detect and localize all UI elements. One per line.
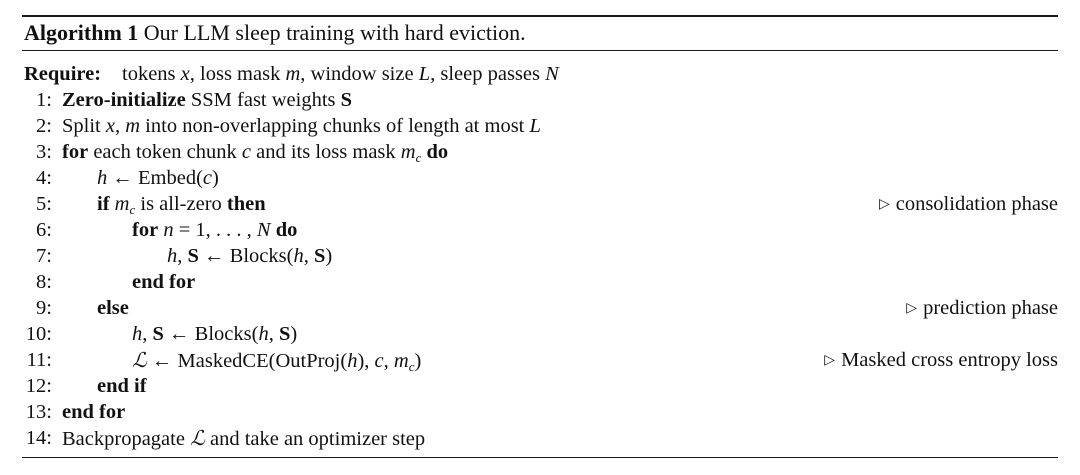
- bottom-rule: [22, 457, 1058, 458]
- line-number: 9:: [36, 297, 52, 319]
- line-number: 11:: [26, 349, 52, 371]
- line-number: 2:: [36, 115, 52, 137]
- require-text: tokens x, loss mask m, window size L, sleep passes N: [122, 63, 559, 85]
- line-code: h, S ← Blocks(h, S): [132, 323, 298, 345]
- comment-triangle-icon: ▷: [824, 353, 836, 368]
- algorithm-line: [0, 217, 1080, 243]
- algorithm-line: [0, 295, 1080, 321]
- line-code: Zero-initialize SSM fast weights S: [62, 89, 353, 111]
- line-code: Split x, m into non-overlapping chunks of length at most L: [62, 115, 541, 137]
- algorithm-line: [0, 373, 1080, 399]
- line-code: for n = 1, . . . , N do: [132, 219, 298, 241]
- algorithm-title: [24, 18, 526, 48]
- algorithm-line: [0, 87, 1080, 113]
- line-code: if $m_c$ is all-zero then: [97, 193, 266, 217]
- algorithm-line: [0, 113, 1080, 139]
- comment-text: consolidation phase: [895, 193, 1058, 215]
- line-code: for each token chunk c and its loss mask $m_c$ do: [62, 141, 449, 165]
- header-rule: [22, 50, 1058, 51]
- algorithm-line: [0, 165, 1080, 191]
- algorithm-line: [0, 139, 1080, 165]
- line-number: 4:: [36, 167, 52, 189]
- line-code: else: [97, 297, 129, 319]
- algorithm-caption: Our LLM sleep training with hard eviction.: [143, 20, 526, 45]
- algorithm-line: [0, 321, 1080, 347]
- line-code: end for: [62, 401, 126, 423]
- require-line: [0, 61, 1080, 87]
- algorithm-line: [0, 347, 1080, 373]
- comment-triangle-icon: ▷: [878, 197, 890, 212]
- line-code: end for: [132, 271, 196, 293]
- line-number: 12:: [25, 375, 52, 397]
- algorithm-line: [0, 399, 1080, 425]
- line-number: 6:: [36, 219, 52, 241]
- comment-text: prediction phase: [923, 297, 1058, 319]
- line-number: 8:: [36, 271, 52, 293]
- algorithm-line: [0, 269, 1080, 295]
- line-code: h, S ← Blocks(h, S): [167, 245, 333, 267]
- line-number: 7:: [36, 245, 52, 267]
- comment-text: Masked cross entropy loss: [841, 349, 1058, 371]
- algorithm-line: [0, 425, 1080, 451]
- comment-triangle-icon: ▷: [906, 301, 918, 316]
- line-code: ℒ ← MaskedCE(OutProj(h), c, $m_c$): [132, 348, 422, 374]
- line-comment: [879, 191, 1058, 218]
- algorithm-line: [0, 191, 1080, 217]
- top-rule: [22, 15, 1058, 17]
- line-number: 3:: [36, 141, 52, 163]
- algorithm-line: [0, 243, 1080, 269]
- line-comment: [906, 295, 1058, 322]
- line-code: h ← Embed(c): [97, 167, 219, 189]
- line-number: 10:: [25, 323, 52, 345]
- line-code: end if: [97, 375, 147, 397]
- line-number: 5:: [36, 193, 52, 215]
- line-comment: [824, 347, 1058, 374]
- require-keyword: Require:: [24, 63, 102, 85]
- line-number: 14:: [25, 427, 52, 449]
- line-code: Backpropagate ℒ and take an optimizer step: [62, 426, 426, 450]
- algorithm-label: Algorithm 1: [24, 20, 139, 45]
- line-number: 13:: [25, 401, 52, 423]
- line-number: 1:: [36, 89, 52, 111]
